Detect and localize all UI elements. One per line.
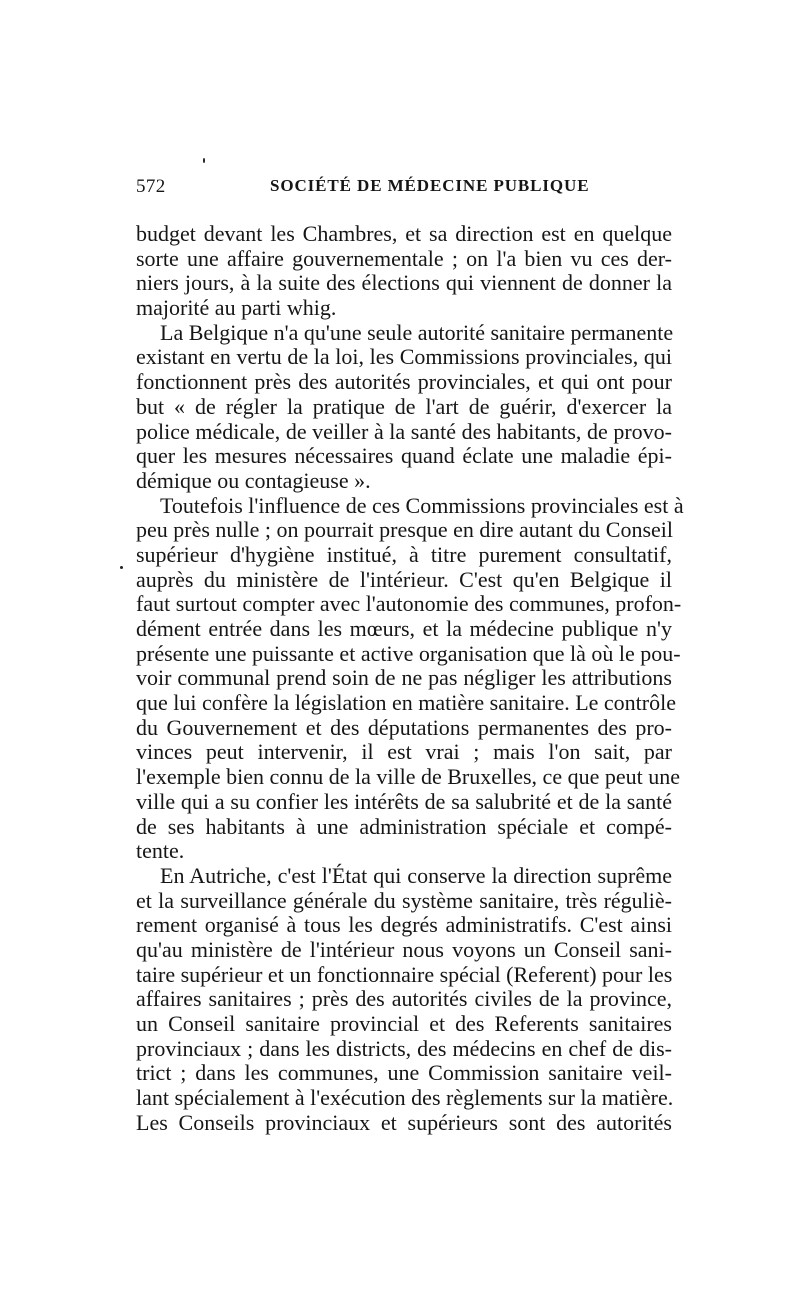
ink-speck: [203, 158, 205, 163]
text-line: quer les mesures nécessaires quand éclate une maladie épi-: [136, 443, 672, 469]
text-line: de ses habitants à une administration spéciale et compé-: [136, 813, 672, 839]
text-line: que lui confère la législation en matière sanitaire. Le contrôle: [136, 690, 676, 716]
text-line: existant en vertu de la loi, les Commissions provinciales, qui: [136, 344, 672, 370]
text-line: En Autriche, c'est l'État qui conserve la direction suprême: [160, 862, 672, 888]
text-line: trict ; dans les communes, une Commission sanitaire veil-: [136, 1060, 672, 1086]
text-line: démique ou contagieuse ».: [136, 467, 371, 493]
text-line: présente une puissante et active organisation que là où le pou-: [136, 640, 681, 666]
text-line: lant spécialement à l'exécution des règlements sur la matière.: [136, 1085, 674, 1111]
text-line: niers jours, à la suite des élections qui viennent de donner la: [136, 270, 672, 296]
page-header: [136, 170, 674, 198]
text-line: sorte une affaire gouvernementale ; on l'a bien vu ces der-: [136, 245, 672, 271]
text-line: La Belgique n'a qu'une seule autorité sanitaire permanente: [160, 319, 674, 345]
text-line: police médicale, de veiller à la santé des habitants, de provo-: [136, 418, 672, 444]
text-line: taire supérieur et un fonctionnaire spécial (Referent) pour les: [136, 961, 673, 987]
text-line: dément entrée dans les mœurs, et la médecine publique n'y: [136, 616, 672, 641]
text-line: majorité au parti whig.: [136, 295, 337, 321]
text-line: voir communal prend soin de ne pas négliger les attributions: [136, 665, 672, 691]
text-line: Les Conseils provinciaux et supérieurs sont des autorités: [136, 1109, 672, 1135]
text-line: peu près nulle ; on pourrait presque en dire autant du Conseil: [136, 517, 674, 543]
text-line: Toutefois l'influence de ces Commissions provinciales est à: [160, 492, 684, 518]
text-line: qu'au ministère de l'intérieur nous voyons un Conseil sani-: [136, 936, 672, 962]
text-line: vinces peut intervenir, il est vrai ; mais l'on sait, par: [136, 739, 672, 765]
text-line: auprès du ministère de l'intérieur. C'est qu'en Belgique il: [136, 566, 672, 592]
text-line: tente.: [136, 838, 185, 864]
text-line: faut surtout compter avec l'autonomie des communes, profon-: [136, 591, 682, 617]
text-line: affaires sanitaires ; près des autorités civiles de la province,: [136, 986, 672, 1012]
text-line: un Conseil sanitaire provincial et des Referents sanitaires: [136, 1011, 672, 1036]
paragraph-2: [136, 321, 672, 494]
paragraph-1: [136, 222, 672, 321]
paragraph-4: [136, 864, 672, 1136]
text-line: fonctionnent près des autorités provinciales, et qui ont pour: [136, 369, 672, 395]
page-number: 572: [136, 176, 166, 197]
text-line: but « de régler la pratique de l'art de guérir, d'exercer la: [136, 393, 672, 419]
text-line: rement organisé à tous les degrés administratifs. C'est ainsi: [136, 912, 672, 938]
text-line: supérieur d'hygiène institué, à titre purement consultatif,: [136, 541, 672, 567]
ink-speck: [120, 566, 123, 569]
text-line: provinciaux ; dans les districts, des médecins en chef de dis-: [136, 1035, 672, 1061]
paragraph-3: [136, 492, 684, 864]
text-line: ville qui a su confier les intérêts de sa salubrité et de la santé: [136, 788, 672, 814]
text-line: du Gouvernement et des députations permanentes des pro-: [136, 714, 672, 740]
running-title: SOCIÉTÉ DE MÉDECINE PUBLIQUE: [270, 176, 590, 195]
text-line: l'exemple bien connu de la ville de Bruxelles, ce que peut une: [136, 764, 680, 790]
body-text: [136, 221, 684, 1135]
text-line: et la surveillance générale du système sanitaire, très réguliè-: [136, 887, 672, 913]
text-line: budget devant les Chambres, et sa direction est en quelque: [136, 221, 672, 246]
